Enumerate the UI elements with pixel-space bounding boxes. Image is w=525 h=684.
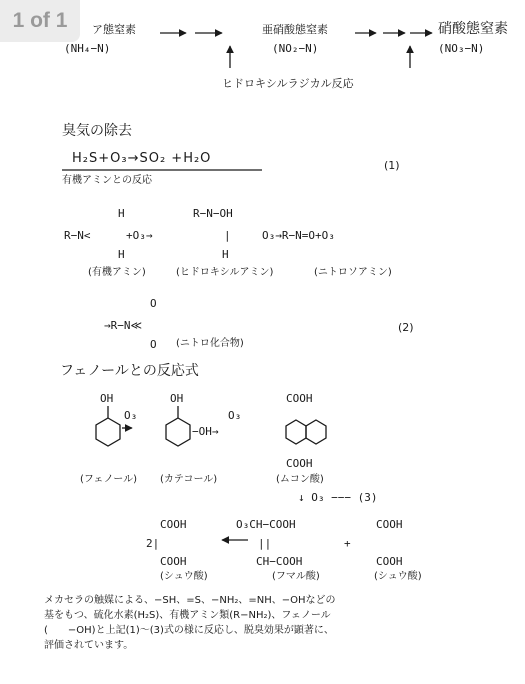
eq2-number: (2) — [398, 321, 414, 334]
page-counter: 1 of 1 — [0, 0, 80, 42]
summary-line-1: メカセラの触媒による、−SH、=S、−NH₂、=NH、−OHなどの — [44, 595, 336, 606]
summary-line-3: ( −OH)と上記(1)〜(3)式の様に反応し、脱臭効果が顕著に、 — [44, 625, 334, 636]
oxalic-left-bottom: COOH — [160, 555, 187, 568]
nitroso-product: O₃→R−N=O+O₃ — [262, 229, 335, 242]
amine-rn: R−N< — [64, 229, 91, 242]
muconic-cooh-bottom: COOH — [286, 457, 313, 470]
catechol-oh: OH — [170, 392, 184, 405]
fumaric-bond: || — [258, 537, 272, 550]
hydroxylamine-bar: | — [224, 229, 231, 242]
nitrite-label: 亜硝酸態窒素 — [262, 23, 328, 36]
amine-h-top: H — [118, 207, 125, 220]
eq3-step: ↓ O₃ −−− (3) — [298, 491, 378, 504]
nitro-o-top: O — [150, 297, 157, 310]
oxalic-left-coef: 2| — [146, 537, 160, 550]
label-organic-amine: (有機アミン) — [88, 267, 146, 278]
muconic-ring-left — [286, 420, 306, 444]
catechol-ring — [166, 418, 190, 446]
fumaric-bottom: CH−COOH — [256, 555, 303, 568]
label-oxalic-left: (シュウ酸) — [160, 571, 208, 582]
label-nitro-compound: (ニトロ化合物) — [176, 338, 244, 349]
hydroxyl-reaction-label: ヒドロキシルラジカル反応 — [222, 77, 354, 90]
eq1-formula: H₂S+O₃→SO₂ +H₂O — [72, 151, 212, 166]
amine-h-bottom: H — [118, 248, 125, 261]
oxalic-right-top: COOH — [376, 518, 403, 531]
hydroxylamine-rnoh: R−N−OH — [193, 207, 233, 220]
ammonia-formula: (NH₄−N) — [64, 42, 111, 55]
fumaric-top: O₃CH−COOH — [236, 518, 296, 531]
phenol-o3: O₃ — [124, 409, 138, 422]
label-oxalic-right: (シュウ酸) — [374, 571, 422, 582]
phenol-heading: フェノールとの反応式 — [60, 363, 199, 379]
summary-line-4: 評価されています。 — [44, 640, 134, 651]
amine-subheading: 有機アミンとの反応 — [62, 175, 152, 186]
nitrite-formula: (NO₂−N) — [272, 42, 319, 55]
nitrate-formula: (NO₃−N) — [438, 42, 485, 55]
plus-sign: + — [344, 537, 351, 550]
odor-heading: 臭気の除去 — [62, 123, 132, 139]
hydroxylamine-h: H — [222, 248, 229, 261]
nitro-rn: →R−N≪ — [104, 319, 143, 332]
oxalic-left-top: COOH — [160, 518, 187, 531]
muconic-cooh-top: COOH — [286, 392, 313, 405]
label-muconic-acid: (ムコン酸) — [276, 474, 324, 485]
amine-o3-plus: +O₃→ — [126, 229, 153, 242]
ammonia-label: ア態窒素 — [92, 23, 136, 36]
phenol-ring — [96, 418, 120, 446]
label-fumaric: (フマル酸) — [272, 571, 320, 582]
summary-line-2: 基をもつ、硫化水素(H₂S)、有機アミン類(R−NH₂)、フェノール — [44, 610, 331, 621]
eq1-number: (1) — [384, 159, 400, 172]
phenol-oh: OH — [100, 392, 114, 405]
label-catechol: (カテコール) — [160, 474, 218, 485]
nitrate-label: 硝酸態窒素 — [438, 21, 508, 37]
label-phenol: (フェノール) — [80, 474, 138, 485]
oxalic-right-bottom: COOH — [376, 555, 403, 568]
catechol-oh-group: −OH→ — [192, 425, 219, 438]
catechol-o3: O₃ — [228, 409, 242, 422]
label-hydroxylamine: (ヒドロキシルアミン) — [176, 267, 274, 278]
nitro-o-bottom: O — [150, 338, 157, 351]
label-nitrosamine: (ニトロソアミン) — [314, 267, 392, 278]
muconic-ring-right — [306, 420, 326, 444]
